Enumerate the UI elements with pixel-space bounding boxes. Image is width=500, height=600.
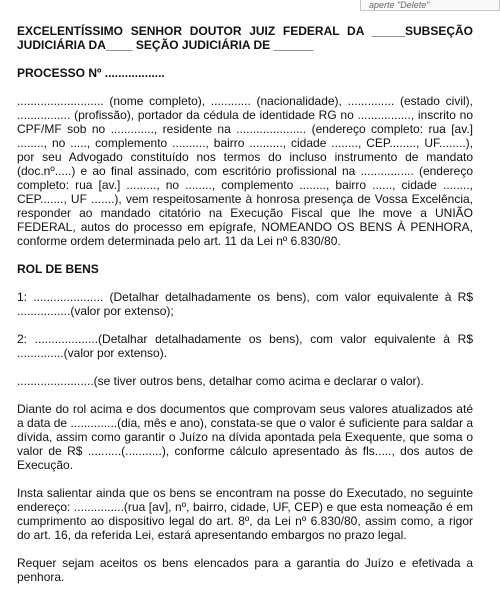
- document-body: [17, 24, 473, 584]
- spacer: [17, 472, 473, 486]
- spacer: [17, 542, 473, 556]
- bem-item-outros: .......................(se tiver outros bens, detalhar como acima e declarar o valor).: [17, 374, 424, 388]
- document-header: EXCELENTÍSSIMO SENHOR DOUTOR JUIZ FEDERAL DA _____SUBSEÇÃO JUDICIÁRIA DA____ SEÇÃO JUDICIÁRIA DE ______: [17, 24, 473, 52]
- spacer: [17, 276, 473, 290]
- qualificacao-paragraph: .......................... (nome completo), ............ (nacionalidade), .............. (estado civil), ................ (profissão), portador da cédula de identidade RG no ................, inscrito no CPF/MF sob no ............., residente na ..................... (endereço completo: rua [av.] ........, no ....., complemento .........., bairro .........., cidade ........, CEP........, UF........), por seu Advogado constituído nos termos do incluso instrumento de mandato (doc.nº.....) e ao final assinado, com escritório profissional na ................ (endereço completo: rua [av.] ........., no ........, complemento ........, bairro ......, cidade ........, CEP......., UF .......), vem respeitosamente à honrosa presença de Vossa Excelência, responder ao mandado citatório na Execução Fiscal que lhe move a UNIÃO FEDERAL, autos do processo em epígrafe, NOMEANDO OS BENS À PENHORA, conforme ordem determinada pelo art. 11 da Lei nº 6.830/80.: [17, 94, 473, 248]
- bem-item-2: 2: ...................(Detalhar detalhadamente os bens), com valor equivalente à R$ ..............(valor por extenso).: [17, 332, 473, 360]
- spacer: [17, 80, 473, 94]
- bem-item-1: 1: ..................... (Detalhar detalhadamente os bens), com valor equivalente à R$ ................(valor por extenso);: [17, 290, 473, 318]
- spacer: [17, 388, 473, 402]
- processo-number: PROCESSO Nº ..................: [17, 66, 165, 80]
- rol-de-bens-title: ROL DE BENS: [17, 262, 99, 276]
- spacer: [17, 52, 473, 66]
- diante-paragraph: Diante do rol acima e dos documentos que comprovam seus valores atualizados até a data de ..............(dia, mês e ano), constata-se que o valor é suficiente para saldar a dívida, assim como garantir o Juízo na dívida apontada pela Exequente, que soma o valor de R$ ..........(...........), conforme cálculo apresentado às fls....., dos autos de Execução.: [17, 402, 473, 472]
- delete-hint-text: aperte "Delete": [369, 0, 430, 10]
- requer-paragraph: Requer sejam aceitos os bens elencados para a garantia do Juízo e efetivada a penhora.: [17, 556, 473, 584]
- spacer: [17, 318, 473, 332]
- delete-hint-box: [360, 0, 500, 11]
- spacer: [17, 360, 473, 374]
- spacer: [17, 248, 473, 262]
- insta-paragraph: Insta salientar ainda que os bens se encontram na posse do Executado, no seguinte endereço: ...............(rua [av], nº, bairro, cidade, UF, CEP) e que esta nomeação é em cumprimento ao dispositivo legal do art. 8º, da Lei nº 6.830/80, assim como, a rigor do art. 16, da referida Lei, estará apresentando embargos no prazo legal.: [17, 486, 473, 542]
